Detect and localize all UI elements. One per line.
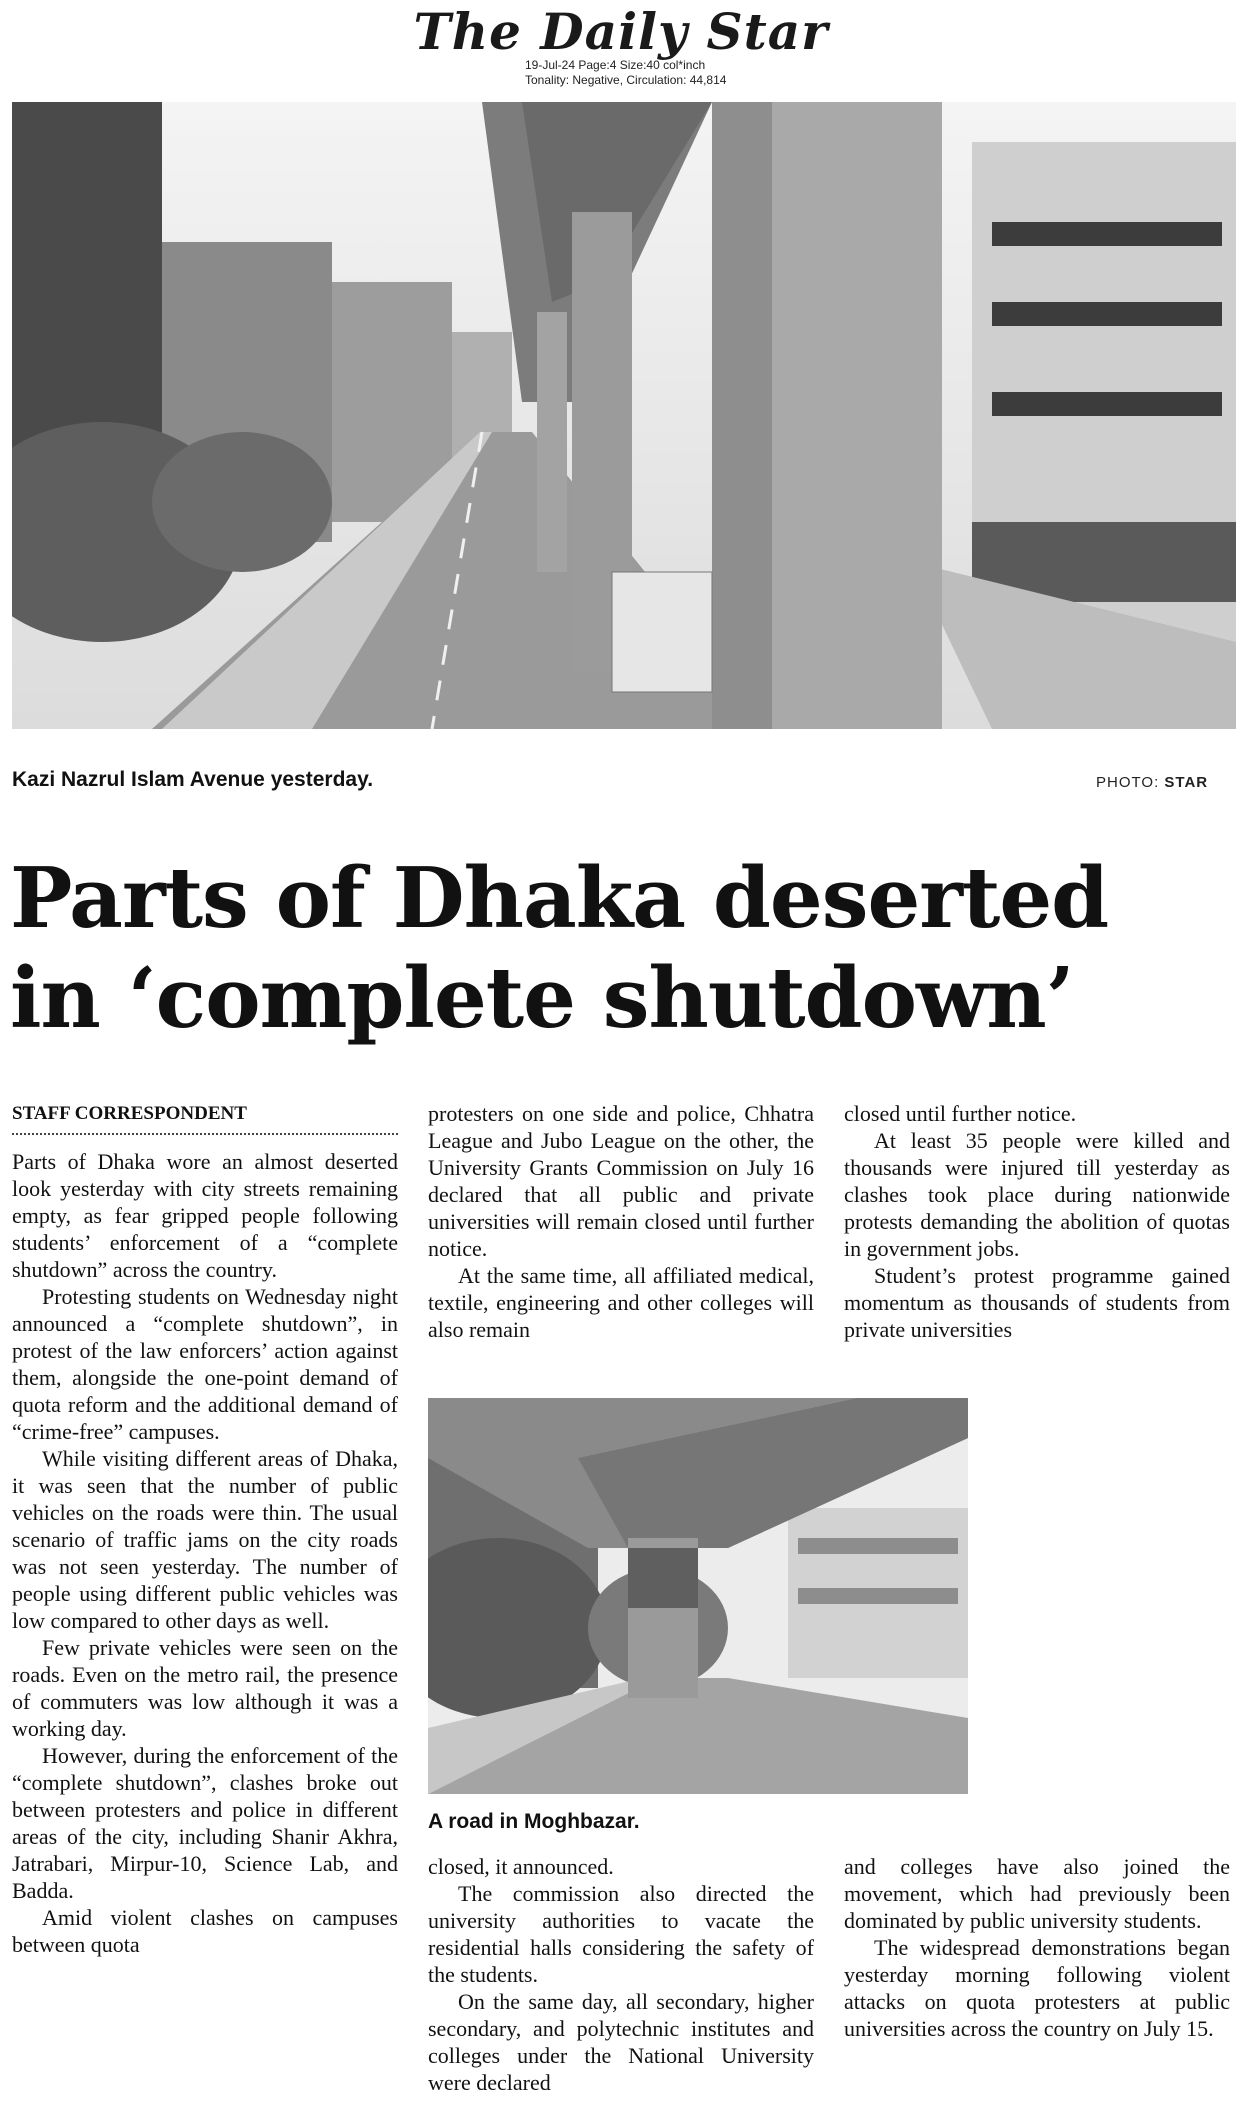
headline-line-2: in ‘complete shutdown’ <box>10 949 1074 1047</box>
middle-photo-caption: A road in Moghbazar. <box>428 1810 640 1833</box>
paragraph: Protesting students on Wednesday night announced a “complete shutdown”, in protest of the law enforcers’ action against them, alongside the one-point demand of quota reform and the additional demand of “crime-free” campuses. <box>12 1284 398 1444</box>
paragraph: protesters on one side and police, Chhatra League and Jubo League on the other, the University Grants Commission on July 16 declared that all public and private universities will remain closed until further notice. <box>428 1101 814 1261</box>
paragraph: closed, it announced. <box>428 1854 614 1879</box>
byline: STAFF CORRESPONDENT <box>12 1103 398 1135</box>
paragraph: While visiting different areas of Dhaka, it was seen that the number of public vehicles on the roads were thin. The usual scenario of traffic jams on the city roads was not seen yesterday. The number of people using different public vehicles was low compared to other days as well. <box>12 1446 398 1633</box>
paragraph: The commission also directed the university authorities to vacate the residential halls considering the safety of the students. <box>428 1881 814 1987</box>
article-column-1 <box>12 1148 398 1958</box>
headline-line-1: Parts of Dhaka deserted <box>10 849 1109 947</box>
newspaper-logo: The Daily Star <box>413 2 829 61</box>
credit-name: STAR <box>1164 774 1209 791</box>
masthead <box>0 0 1242 100</box>
paragraph: Student’s protest programme gained momentum as thousands of students from private universities <box>844 1263 1230 1342</box>
credit-label: PHOTO: <box>1096 774 1160 791</box>
clipping-meta <box>525 58 726 88</box>
paragraph: At least 35 people were killed and thousands were injured till yesterday as clashes took place during nationwide protests demanding the abolition of quotas in government jobs. <box>844 1128 1230 1261</box>
meta-line-1: 19-Jul-24 Page:4 Size:40 col*inch <box>525 58 706 72</box>
paragraph: However, during the enforcement of the “complete shutdown”, clashes broke out between protesters and police in different areas of the city, including Shanir Akhra, Jatrabari, Mirpur-10, Science Lab, and Badda. <box>12 1743 398 1903</box>
article-column-3-top <box>844 1100 1230 1343</box>
paragraph: Parts of Dhaka wore an almost deserted look yesterday with city streets remaining empty, as fear gripped people following students’ enforcement of a “complete shutdown” across the country. <box>12 1149 398 1282</box>
article-column-3-bottom <box>844 1853 1230 2042</box>
paragraph: and colleges have also joined the movement, which had previously been dominated by public university students. <box>844 1854 1230 1933</box>
top-photo-caption: Kazi Nazrul Islam Avenue yesterday. <box>12 768 374 791</box>
paragraph: The widespread demonstrations began yesterday morning following violent attacks on quota protesters at public universities across the country on July 15. <box>844 1935 1230 2041</box>
top-photo <box>12 102 1236 729</box>
article-column-2-bottom <box>428 1853 814 2096</box>
middle-photo <box>428 1398 968 1794</box>
article-column-2-top <box>428 1100 814 1343</box>
paragraph: Amid violent clashes on campuses between quota <box>12 1905 398 1957</box>
paragraph: At the same time, all affiliated medical, textile, engineering and other colleges will also remain <box>428 1263 814 1342</box>
meta-line-2: Tonality: Negative, Circulation: 44,814 <box>525 73 727 87</box>
paragraph: closed until further notice. <box>844 1101 1077 1126</box>
paragraph: On the same day, all secondary, higher secondary, and polytechnic institutes and colleges under the National University were declared <box>428 1989 814 2095</box>
headline <box>10 848 1230 1048</box>
paragraph: Few private vehicles were seen on the roads. Even on the metro rail, the presence of commuters was low although it was a working day. <box>12 1635 398 1741</box>
top-photo-credit <box>1096 774 1208 791</box>
